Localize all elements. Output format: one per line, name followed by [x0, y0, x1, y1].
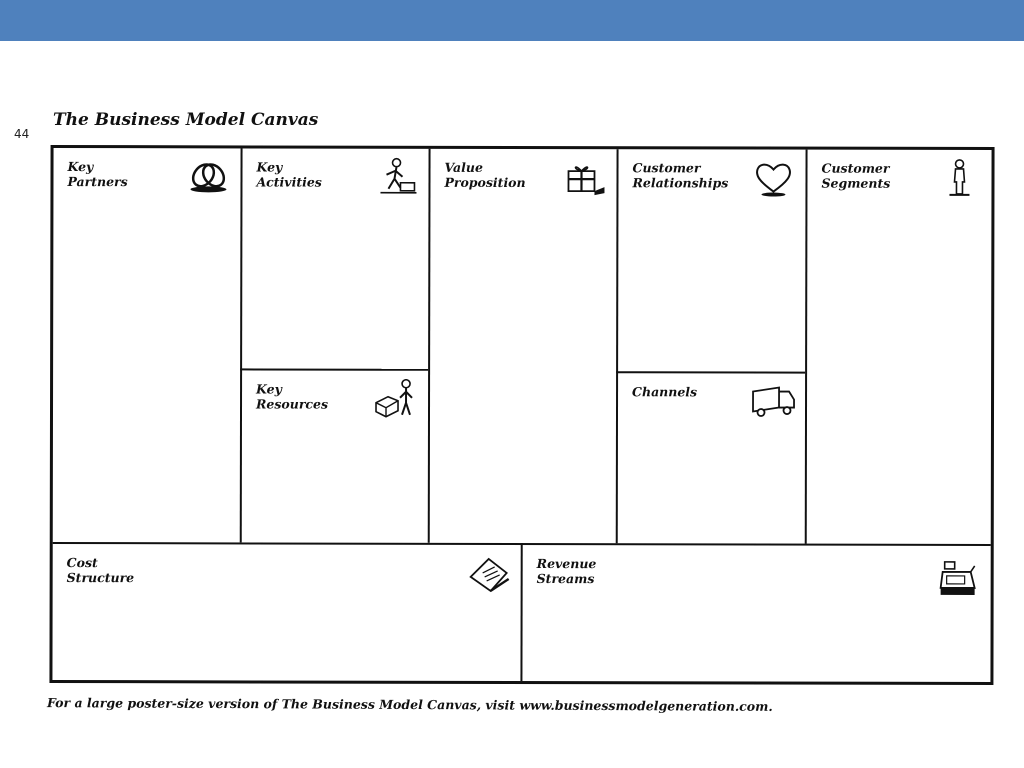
person-icon: [935, 158, 983, 198]
block-label-channels: Channels: [632, 384, 698, 400]
block-label-key-activities: Key Activities: [256, 159, 322, 190]
block-key-partners: [53, 148, 241, 542]
block-value-proposition: [430, 149, 617, 543]
gift-icon: [560, 157, 608, 197]
canvas-title: The Business Model Canvas: [53, 110, 319, 130]
price-tag-icon: [465, 553, 513, 593]
block-label-key-partners: Key Partners: [67, 159, 128, 190]
cash-register-icon: [935, 558, 983, 598]
block-label-customer-relationships: Customer Relationships: [632, 160, 729, 191]
block-label-customer-segments: Customer Segments: [821, 160, 891, 191]
block-label-key-resources: Key Resources: [256, 381, 329, 412]
slide-header-bar: [0, 0, 1024, 41]
truck-icon: [749, 381, 797, 421]
block-revenue-streams: [522, 545, 990, 682]
canvas-footnote: For a large poster-size version of The Business Model Canvas, visit www.businessmodelgeneration.com.: [46, 695, 773, 714]
block-label-value-proposition: Value Proposition: [444, 159, 526, 191]
block-label-revenue-streams: Revenue Streams: [536, 556, 597, 587]
slide-number: 44: [14, 127, 30, 141]
block-label-cost-structure: Cost Structure: [66, 555, 135, 586]
heart-icon: [749, 157, 797, 197]
block-key-resources: [242, 370, 428, 542]
block-customer-segments: [807, 150, 992, 544]
block-cost-structure: [52, 544, 520, 681]
block-customer-relationships: [618, 149, 805, 371]
worker-icon: [372, 157, 420, 197]
resources-icon: [372, 379, 420, 419]
block-channels: [618, 373, 805, 543]
block-key-activities: [242, 148, 428, 368]
business-model-canvas: [49, 145, 994, 685]
chain-links-icon: [184, 156, 232, 196]
